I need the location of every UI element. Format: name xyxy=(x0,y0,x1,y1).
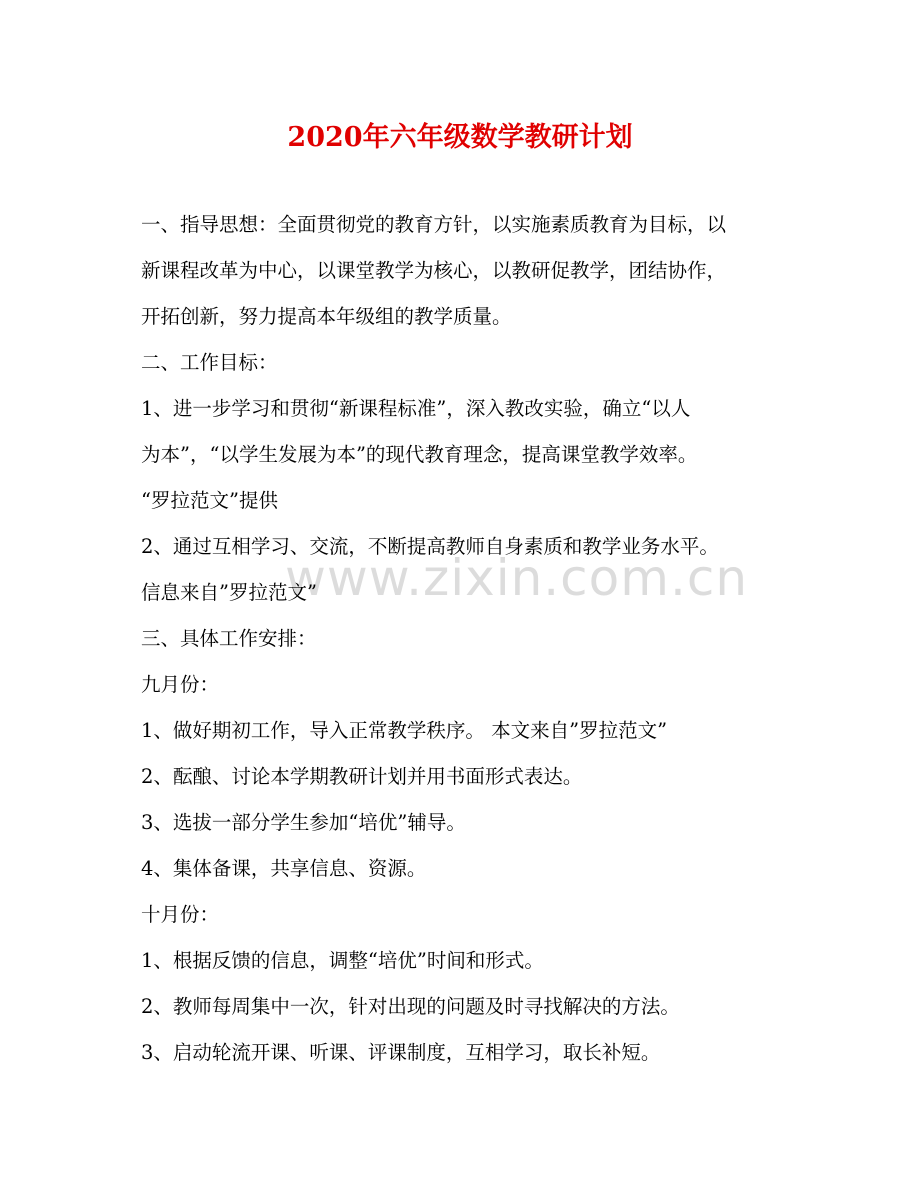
list-item: 4、集体备课，共享信息、资源。 xyxy=(141,857,427,880)
paragraph-line: 一、指导思想：全面贯彻党的教育方针，以实施素质教育为目标，以 xyxy=(141,213,727,236)
list-item: 1、根据反馈的信息，调整“培优”时间和形式。 xyxy=(141,949,544,972)
watermark-text: www.zixin.com.cn xyxy=(285,549,749,607)
list-item: 3、选拔一部分学生参加“培优”辅导。 xyxy=(141,811,466,834)
subsection-heading: 九月份： xyxy=(141,673,220,696)
paragraph-line: 开拓创新，努力提高本年级组的教学质量。 xyxy=(141,305,512,328)
list-item: 2、酝酿、讨论本学期教研计划并用书面形式表达。 xyxy=(141,765,583,788)
paragraph-line: 信息来自”罗拉范文” xyxy=(141,581,317,604)
paragraph-line: 2、通过互相学习、交流，不断提高教师自身素质和教学业务水平。 xyxy=(141,535,719,558)
section-heading: 三、具体工作安排： xyxy=(141,627,317,650)
paragraph-line: 新课程改革为中心，以课堂教学为核心，以教研促教学，团结协作， xyxy=(141,259,727,282)
paragraph-line: “罗拉范文”提供 xyxy=(141,489,278,512)
document-title: 2020年六年级数学教研计划 xyxy=(287,122,633,153)
paragraph-line: 为本”，“以学生发展为本”的现代教育理念，提高课堂教学效率。 xyxy=(141,443,698,466)
list-item: 2、教师每周集中一次，针对出现的问题及时寻找解决的方法。 xyxy=(141,995,680,1018)
paragraph-line: 1、进一步学习和贯彻“新课程标准”，深入教改实验，确立“以人 xyxy=(141,397,691,420)
list-item: 3、启动轮流开课、听课、评课制度，互相学习，取长补短。 xyxy=(141,1041,661,1064)
document-body xyxy=(141,202,791,1076)
section-heading: 二、工作目标： xyxy=(141,351,278,374)
subsection-heading: 十月份： xyxy=(141,903,220,926)
list-item: 1、做好期初工作，导入正常教学秩序。 本文来自”罗拉范文” xyxy=(141,719,668,742)
